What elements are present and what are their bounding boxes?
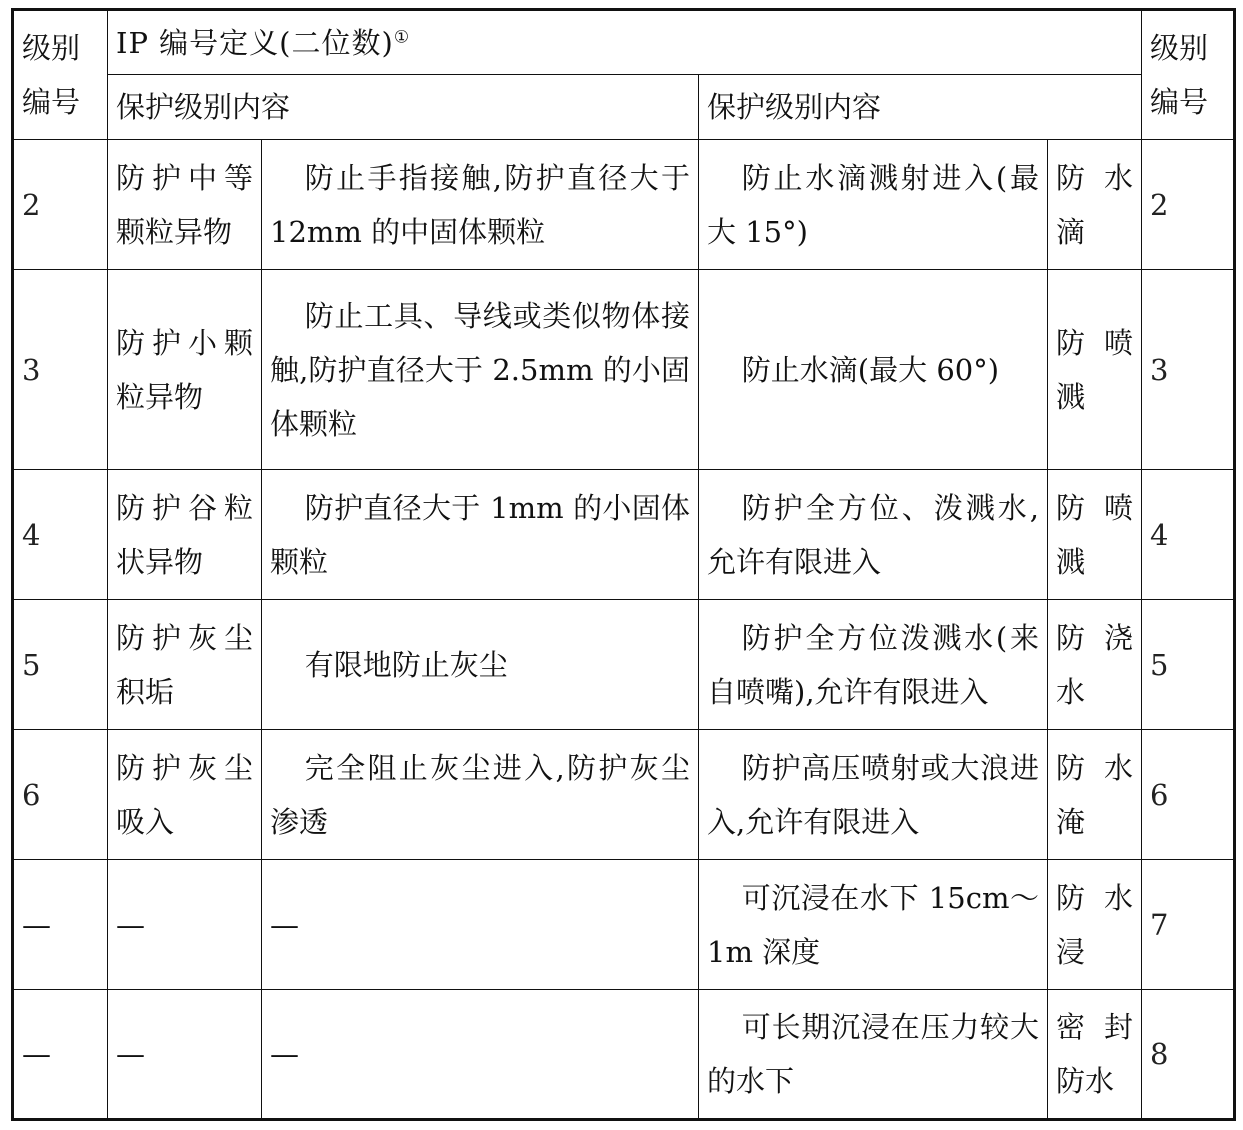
table-row	[13, 270, 1235, 470]
header-row-2	[13, 75, 1235, 140]
left-level-number: 4	[13, 470, 108, 600]
right-level-number: 7	[1142, 860, 1235, 990]
table-row	[13, 470, 1235, 600]
table-row	[13, 600, 1235, 730]
water-protection-name: 防喷溅	[1048, 270, 1142, 470]
header-title-cell	[108, 10, 1142, 75]
water-protection-desc: 可沉浸在水下 15cm～1m 深度	[699, 860, 1048, 990]
water-protection-desc: 防护高压喷射或大浪进入,允许有限进入	[699, 730, 1048, 860]
right-level-number: 8	[1142, 990, 1235, 1120]
table-row	[13, 990, 1235, 1120]
solid-protection-desc: 防止工具、导线或类似物体接触,防护直径大于 2.5mm 的小固体颗粒	[262, 270, 699, 470]
water-protection-name: 防水浸	[1048, 860, 1142, 990]
water-protection-desc: 防止水滴溅射进入(最大 15°)	[699, 140, 1048, 270]
ip-rating-table	[11, 8, 1236, 1121]
solid-protection-name: —	[108, 990, 262, 1120]
solid-protection-name: —	[108, 860, 262, 990]
left-level-number: 2	[13, 140, 108, 270]
right-level-number: 4	[1142, 470, 1235, 600]
header-row-1	[13, 10, 1235, 75]
water-protection-name: 防浇水	[1048, 600, 1142, 730]
solid-protection-name: 防护灰尘吸入	[108, 730, 262, 860]
solid-protection-name: 防护中等颗粒异物	[108, 140, 262, 270]
water-protection-name: 防水滴	[1048, 140, 1142, 270]
solid-protection-desc: 防护直径大于 1mm 的小固体颗粒	[262, 470, 699, 600]
header-title-footnote: ①	[393, 26, 411, 47]
right-level-number: 3	[1142, 270, 1235, 470]
left-level-number: —	[13, 990, 108, 1120]
left-level-number: —	[13, 860, 108, 990]
right-level-number: 6	[1142, 730, 1235, 860]
header-title: IP 编号定义(二位数)	[116, 25, 394, 60]
water-protection-name: 防喷溅	[1048, 470, 1142, 600]
header-right-level-number: 级别 编号	[1142, 10, 1235, 140]
water-protection-name: 防水淹	[1048, 730, 1142, 860]
solid-protection-name: 防护灰尘积垢	[108, 600, 262, 730]
header-solid-protection: 保护级别内容	[108, 75, 699, 140]
solid-protection-desc: —	[262, 860, 699, 990]
water-protection-desc: 防止水滴(最大 60°)	[699, 270, 1048, 470]
solid-protection-name: 防护小颗粒异物	[108, 270, 262, 470]
solid-protection-desc: —	[262, 990, 699, 1120]
table-row	[13, 860, 1235, 990]
solid-protection-desc: 有限地防止灰尘	[262, 600, 699, 730]
header-water-protection: 保护级别内容	[699, 75, 1142, 140]
solid-protection-name: 防护谷粒状异物	[108, 470, 262, 600]
water-protection-desc: 防护全方位泼溅水(来自喷嘴),允许有限进入	[699, 600, 1048, 730]
solid-protection-desc: 完全阻止灰尘进入,防护灰尘渗透	[262, 730, 699, 860]
water-protection-desc: 可长期沉浸在压力较大的水下	[699, 990, 1048, 1120]
right-level-number: 2	[1142, 140, 1235, 270]
table-row	[13, 140, 1235, 270]
header-left-level-number: 级别 编号	[13, 10, 108, 140]
table-row	[13, 730, 1235, 860]
solid-protection-desc: 防止手指接触,防护直径大于 12mm 的中固体颗粒	[262, 140, 699, 270]
water-protection-desc: 防护全方位、泼溅水,允许有限进入	[699, 470, 1048, 600]
water-protection-name: 密封防水	[1048, 990, 1142, 1120]
right-level-number: 5	[1142, 600, 1235, 730]
left-level-number: 6	[13, 730, 108, 860]
left-level-number: 5	[13, 600, 108, 730]
left-level-number: 3	[13, 270, 108, 470]
